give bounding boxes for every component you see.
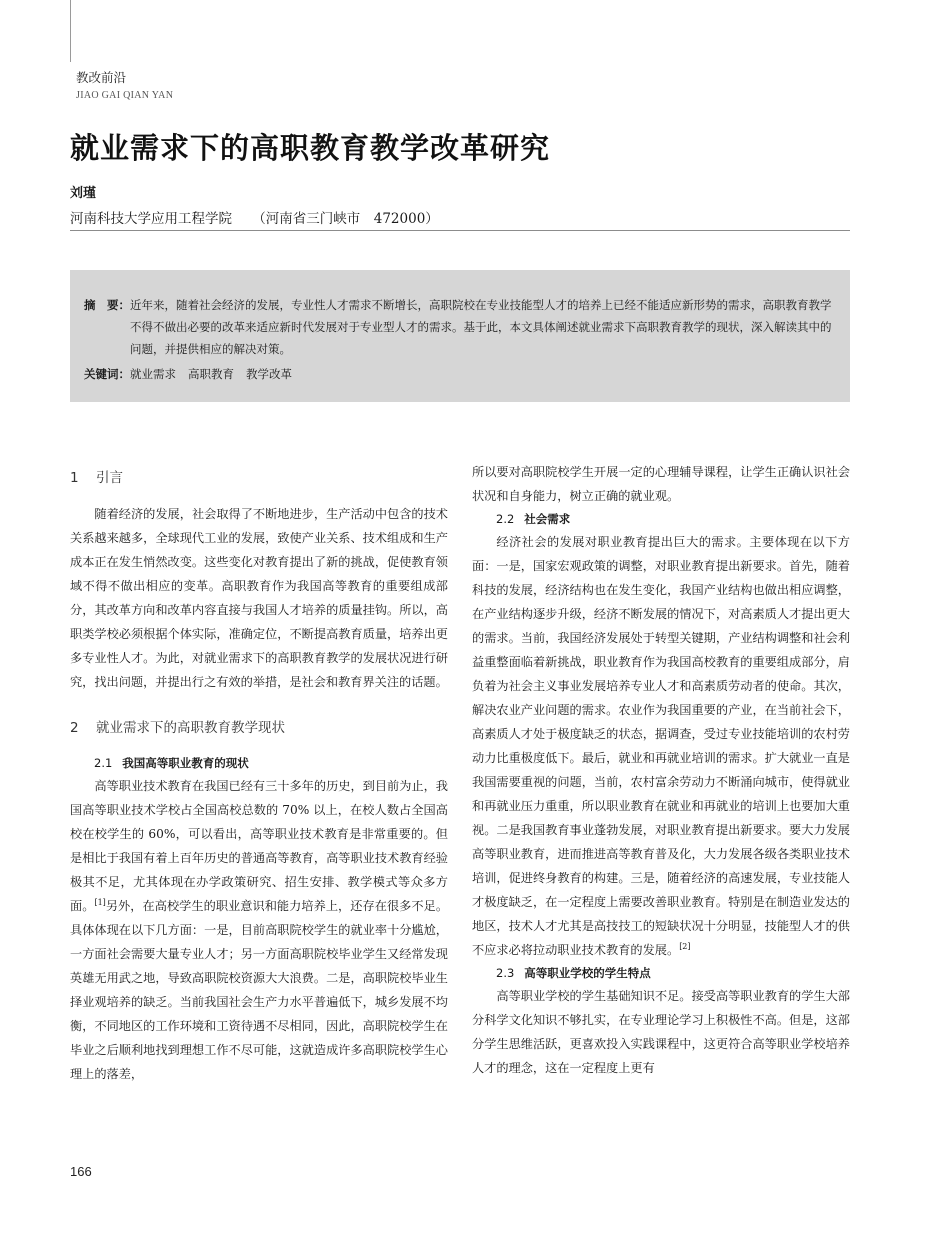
section-title: 就业需求下的高职教育教学现状 [96,720,285,736]
paragraph-text: 另外，在高校学生的职业意识和能力培养上，还存在很多不足。具体体现在以下几方面：一是，目前高职院校学生的就业率十分尴尬，一方面社会需要大量专业人才；另一方面高职院校毕业学生又经常发现英雄无用武之地，导致高职院校资源大大浪费。二是，高职院校毕业生择业观培养的缺乏。当前我国社会生产力水平普遍低下，城乡发展不均衡，不同地区的工作环境和工资待遇不尽相同，因此，高职院校学生在毕业之后顺利地找到理想工作不尽可能，这就造成许多高职院校学生心理上的落差， [70,899,449,1081]
subsection-title: 我国高等职业教育的现状 [122,756,249,770]
citation-ref: [1] [94,897,106,907]
paragraph [70,774,448,1086]
subsection-title: 高等职业学校的学生特点 [524,966,651,980]
paragraph [472,530,850,962]
abstract-row [84,294,836,360]
subsection-title: 社会需求 [524,512,571,526]
paragraph-text: 经济社会的发展对职业教育提出巨大的需求。主要体现在以下方面：一是，国家宏观政策的调整，对职业教育提出新要求。首先，随着科技的发展，经济结构也在发生变化，我国产业结构也做出相应调整，在产业结构逐步升级，经济不断发展的情况下，对高素质人才提出更大的需求。当前，我国经济发展处于转型关键期，产业结构调整和社会利益重整面临着新挑战，职业教育作为我国高校教育的重要组成部分，肩负着为社会主义事业发展培养专业人才和高素质劳动者的使命。其次，解决农业产业问题的需求。农业作为我国重要的产业，在当前社会下，高素质人才处于极度缺乏的状态，据调查，受过专业技能培训的农村劳动力比重极度低下。最后，就业和再就业培训的需求。扩大就业一直是我国需要重视的问题，当前，农村富余劳动力不断涌向城市，使得就业和再就业压力重重，所以职业教育在就业和再就业的培训上也要加大重视。二是我国教育事业蓬勃发展，对职业教育提出新要求。要大力发展高等职业教育，进而推进高等教育普及化，大力发展各级各类职业技术培训，促进终身教育的构建。三是，随着经济的高速发展，专业技能人才极度缺乏，在一定程度上需要改善职业教育。特别是在制造业发达的地区，技术人才尤其是高技技工的短缺状况十分明显，技能型人才的供不应求必将拉动职业技术教育的发展。 [472,535,850,957]
section-title: 引言 [96,470,123,486]
header-vertical-rule [70,0,71,62]
subsection-number: 2.2 [496,512,515,526]
subsection-number: 2.3 [496,966,515,980]
title-divider [70,230,850,231]
abstract-label: 摘 要： [84,298,130,312]
keyword: 教学改革 [246,367,292,381]
paragraph: 高等职业学校的学生基础知识不足。接受高等职业教育的学生大部分科学文化知识不够扎实，在专业理论学习上积极性不高。但是，这部分学生思维活跃，更喜欢投入实践课程中，这更符合高等职业学校培养人才的理念，这在一定程度上更有 [472,989,850,1075]
paragraph: 所以要对高职院校学生开展一定的心理辅导课程，让学生正确认识社会状况和自身能力，树立正确的就业观。 [472,465,850,503]
page-number: 166 [70,1164,92,1179]
abstract-text: 近年来，随着社会经济的发展，专业性人才需求不断增长，高职院校在专业技能型人才的培养上已经不能适应新形势的需求，高职教育教学不得不做出必要的改革来适应新时代发展对于专业型人才的需求。基于此，本文具体阐述就业需求下高职教育教学的现状，深入解读其中的问题，并提供相应的解决对策。 [130,298,832,356]
column-pinyin: JIAO GAI QIAN YAN [76,90,174,101]
article-title: 就业需求下的高职教育教学改革研究 [70,131,551,165]
left-column [70,460,448,1086]
subsection-number: 2.1 [94,756,113,770]
keywords-row [84,363,836,385]
section-heading-2 [70,716,448,740]
section-number: 1 [70,470,79,486]
paragraph-text: 高等职业技术教育在我国已经有三十多年的历史，到目前为止，我国高等职业技术学校占全国高校总数的 70% 以上，在校人数占全国高校在校学生的 60%，可以看出，高等职业技术教育是非常重要的。但是相比于我国有着上百年历史的普通高等教育，高等职业技术教育经验极其不足，尤其体现在办学政策研究、招生安排、教学模式等众多方面。 [70,779,448,913]
author-name: 刘瑾 [70,186,97,201]
keyword: 就业需求 [130,367,176,381]
paragraph: 随着经济的发展，社会取得了不断地进步，生产活动中包含的技术关系越来越多，全球现代工业的发展，致使产业关系、技术组成和生产成本正在发生悄然改变。这些变化对教育提出了新的挑战，促使教育领域不得不做出相应的变革。高职教育作为我国高等教育的重要组成部分，其改革方向和改革内容直接与我国人才培养的质量挂钩。所以，高职类学校必须根据个体实际，准确定位，不断提高教育质量，培养出更多专业性人才。为此，对就业需求下的高职教育教学的发展状况进行研究，找出问题，并提出行之有效的举措，是社会和教育界关注的话题。 [70,507,448,689]
subsection-heading-2-1 [70,752,448,774]
section-heading-1 [70,466,448,490]
right-column [472,460,850,1080]
abstract-box [70,270,850,402]
keywords-label: 关键词： [84,367,130,381]
citation-ref: [2] [679,941,691,951]
author-affiliation: 河南科技大学应用工程学院 （河南省三门峡市 472000） [70,211,439,227]
column-name: 教改前沿 [76,70,127,85]
subsection-heading-2-3 [472,962,850,984]
subsection-heading-2-2 [472,508,850,530]
keyword: 高职教育 [188,367,234,381]
section-number: 2 [70,720,79,736]
